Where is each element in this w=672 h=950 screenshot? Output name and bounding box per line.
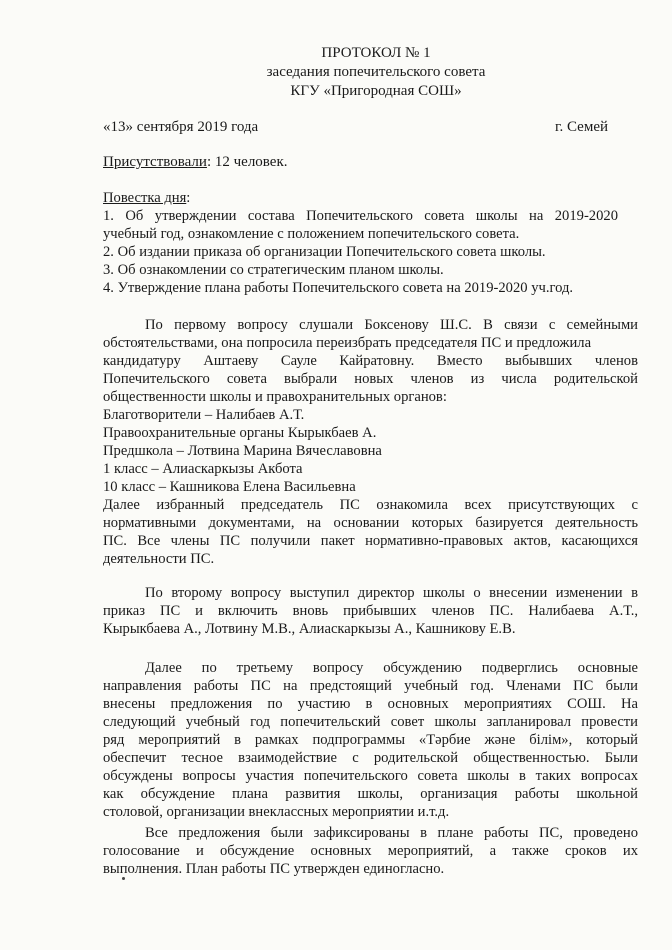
- agenda-item: 2. Об издании приказа об организации Попечительского совета школы.: [103, 244, 546, 260]
- meeting-city: г. Семей: [555, 119, 608, 135]
- text-line: обсуждены вопросы участия попечительского совета школы в таких вопросах: [103, 768, 638, 784]
- agenda-item: 3. Об ознакомлении со стратегическим планом школы.: [103, 262, 444, 278]
- text-line: деятельности ПС.: [103, 551, 215, 567]
- document-header: [0, 44, 672, 101]
- text-line: ряд мероприятий в рамках подпрограммы «Тәрбие және білім», который: [103, 732, 638, 748]
- attendance: [103, 153, 288, 172]
- text-line: направления работы ПС на предстоящий учебный год. Членами ПС были: [103, 678, 638, 694]
- ink-dot: [122, 877, 125, 880]
- text-line: приказ ПС и включить вновь прибывших членов ПС. Налибаева А.Т.,: [103, 603, 638, 619]
- text-line: Предшкола – Лотвина Марина Вячеславовна: [103, 443, 382, 459]
- text-line: нормативными документами, на основании которых базируется деятельность: [103, 515, 638, 531]
- agenda-item: 4. Утверждение плана работы Попечительского совета на 2019-2020 уч.год.: [103, 280, 574, 296]
- text-line: Правоохранительные органы Кырыкбаев А.: [103, 425, 377, 441]
- agenda-item: учебный год, ознакомление с положением попечительского совета.: [103, 226, 520, 242]
- text-line: 10 класс – Кашникова Елена Васильевна: [103, 479, 356, 495]
- meeting-date: «13» сентября 2019 года: [103, 119, 259, 135]
- text-line: внесены предложения по участию в основных мероприятиях СОШ. На: [103, 696, 638, 712]
- text-line: выполнения. План работы ПС утвержден единогласно.: [103, 861, 445, 877]
- attendance-label: Присутствовали: [103, 154, 207, 170]
- section-second-question: [103, 584, 638, 638]
- text-line: По первому вопросу слушали Боксенову Ш.С. В связи с семейными: [145, 317, 638, 333]
- text-line: ПС. Все члены ПС получили пакет нормативно-правовых актов, касающихся: [103, 533, 638, 549]
- text-line: обстоятельствами, она попросила переизбрать председателя ПС и предложила: [103, 335, 592, 351]
- agenda-item: 1. Об утверждении состава Попечительского совета школы на 2019-2020: [103, 208, 618, 224]
- organization-name: КГУ «Пригородная СОШ»: [290, 83, 462, 99]
- text-line: обеспечит тесное взаимодействие с родительской общественностью. Были: [103, 750, 638, 766]
- text-line: Все предложения были зафиксированы в плане работы ПС, проведено: [145, 825, 638, 841]
- protocol-title: ПРОТОКОЛ № 1: [321, 45, 431, 61]
- text-line: Благотворители – Налибаев А.Т.: [103, 407, 305, 423]
- text-line: Кырыкбаева А., Лотвину М.В., Алиаскаркызы А., Кашникову Е.В.: [103, 621, 516, 637]
- section-third-question: [103, 659, 638, 821]
- agenda: [103, 189, 618, 297]
- text-line: столовой, организации внеклассных мероприятии и.т.д.: [103, 804, 450, 820]
- text-line: следующий учебный год попечительский совет школы запланировал провести: [103, 714, 638, 730]
- text-line: Далее по третьему вопросу обсуждению подверглись основные: [145, 660, 638, 676]
- text-line: Далее избранный председатель ПС ознакомила всех присутствующих с: [103, 497, 638, 513]
- section-first-question: [103, 316, 638, 568]
- text-line: общественности школы и правохранительных органов:: [103, 389, 447, 405]
- text-line: голосование и обсуждение основных мероприятий, а также сроков их: [103, 843, 638, 859]
- protocol-subtitle: заседания попечительского совета: [266, 64, 486, 80]
- date-line: [103, 118, 608, 137]
- text-line: кандидатуру Аштаеву Сауле Кайратовну. Вместо выбывших членов: [103, 353, 638, 369]
- text-line: 1 класс – Алиаскаркызы Акбота: [103, 461, 303, 477]
- text-line: По второму вопросу выступил директор школы о внесении изменении в: [145, 585, 638, 601]
- section-conclusion: [103, 824, 638, 878]
- agenda-heading: Повестка дня:: [103, 190, 191, 206]
- agenda-label: Повестка дня: [103, 190, 187, 206]
- attendance-value: : 12 человек.: [206, 154, 288, 170]
- text-line: как обсуждение плана развития школы, организация работы школьной: [103, 786, 638, 802]
- text-line: Попечительского совета выбрали новых членов из числа родительской: [103, 371, 638, 387]
